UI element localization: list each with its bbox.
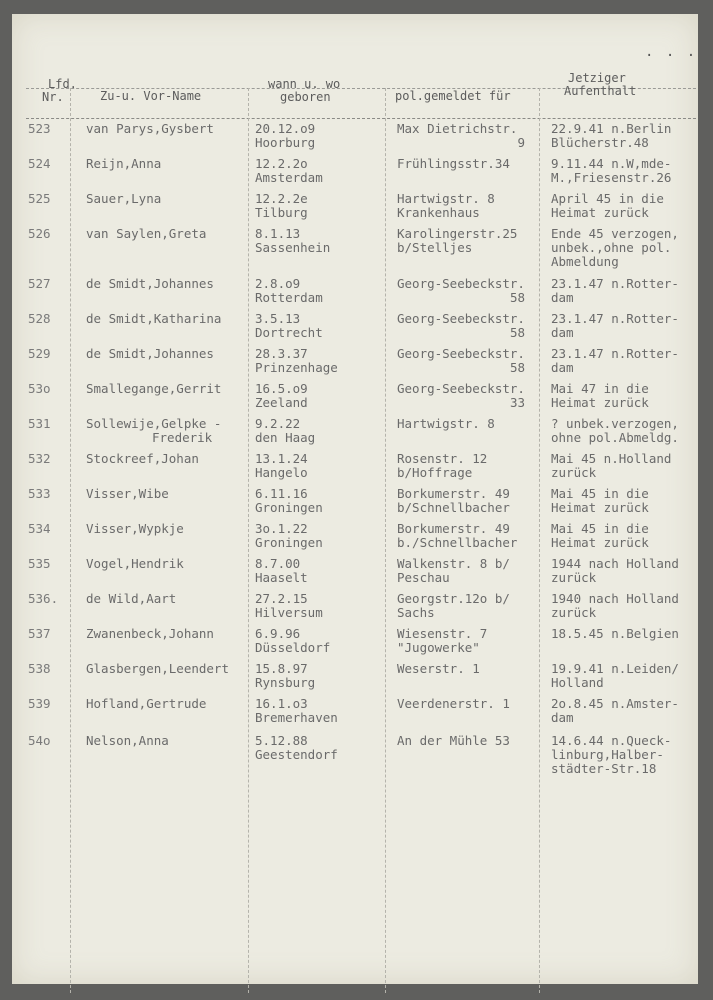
entry-birth: 20.12.o9 Hoorburg: [255, 121, 316, 150]
entry-whereabouts: Mai 45 in die Heimat zurück: [551, 486, 649, 515]
entry-birth: 3o.1.22 Groningen: [255, 521, 323, 550]
entry-name: Nelson,Anna: [86, 733, 169, 748]
entry-whereabouts: April 45 in die Heimat zurück: [551, 191, 664, 220]
entry-whereabouts: 23.1.47 n.Rotter- dam: [551, 311, 679, 340]
entry-birth: 12.2.2o Amsterdam: [255, 156, 323, 185]
entry-number: 532: [28, 451, 51, 466]
header-address: pol.gemeldet für: [395, 89, 511, 103]
entry-number: 536.: [28, 591, 59, 606]
entry-address: Georg-Seebeckstr. 58: [397, 276, 525, 305]
header-stay: Jetziger Aufenthalt: [564, 71, 637, 98]
entry-birth: 8.1.13 Sassenhein: [255, 226, 331, 255]
entry-name: Vogel,Hendrik: [86, 556, 184, 571]
entry-address: Borkumerstr. 49 b./Schnellbacher: [397, 521, 518, 550]
entry-name: Reijn,Anna: [86, 156, 162, 171]
entry-number: 523: [28, 121, 51, 136]
entry-name: Hofland,Gertrude: [86, 696, 207, 711]
entry-name: van Parys,Gysbert: [86, 121, 214, 136]
entry-address: An der Mühle 53: [397, 733, 510, 748]
entry-address: Walkenstr. 8 b/ Peschau: [397, 556, 510, 585]
column-divider-nr: [70, 88, 71, 993]
entry-name: Zwanenbeck,Johann: [86, 626, 214, 641]
entry-birth: 2.8.o9 Rotterdam: [255, 276, 323, 305]
entry-whereabouts: 14.6.44 n.Queck- linburg,Halber- städter-Str.18: [551, 733, 672, 776]
corner-mark: · · ·: [645, 48, 698, 64]
entry-birth: 15.8.97 Rynsburg: [255, 661, 316, 690]
entry-address: Georg-Seebeckstr. 58: [397, 346, 525, 375]
entry-address: Georgstr.12o b/ Sachs: [397, 591, 510, 620]
entry-address: Rosenstr. 12 b/Hoffrage: [397, 451, 488, 480]
entry-birth: 6.9.96 Düsseldorf: [255, 626, 331, 655]
entry-birth: 3.5.13 Dortrecht: [255, 311, 323, 340]
entry-birth: 12.2.2e Tilburg: [255, 191, 308, 220]
entry-number: 526: [28, 226, 51, 241]
entry-name: Visser,Wibe: [86, 486, 169, 501]
entry-whereabouts: 1940 nach Holland zurück: [551, 591, 679, 620]
entry-whereabouts: ? unbek.verzogen, ohne pol.Abmeldg.: [551, 416, 679, 445]
entry-name: Stockreef,Johan: [86, 451, 199, 466]
entry-number: 527: [28, 276, 51, 291]
entry-number: 529: [28, 346, 51, 361]
entry-address: Wiesenstr. 7 "Jugowerke": [397, 626, 488, 655]
entry-number: 533: [28, 486, 51, 501]
column-divider-name: [248, 88, 249, 993]
entry-birth: 9.2.22 den Haag: [255, 416, 316, 445]
entry-number: 525: [28, 191, 51, 206]
entry-address: Hartwigstr. 8: [397, 416, 495, 431]
entry-name: Sollewije,Gelpke - Frederik: [86, 416, 222, 445]
entry-address: Max Dietrichstr. 9: [397, 121, 525, 150]
entry-whereabouts: Ende 45 verzogen, unbek.,ohne pol. Abmeldung: [551, 226, 679, 269]
entry-number: 535: [28, 556, 51, 571]
entry-birth: 6.11.16 Groningen: [255, 486, 323, 515]
entry-address: Weserstr. 1: [397, 661, 480, 676]
entry-whereabouts: Mai 45 in die Heimat zurück: [551, 521, 649, 550]
entry-address: Georg-Seebeckstr. 58: [397, 311, 525, 340]
entry-birth: 13.1.24 Hangelo: [255, 451, 308, 480]
header-rule: [26, 118, 696, 119]
entry-address: Veerdenerstr. 1: [397, 696, 510, 711]
entry-number: 53o: [28, 381, 51, 396]
entry-number: 524: [28, 156, 51, 171]
entry-whereabouts: 19.9.41 n.Leiden/ Holland: [551, 661, 679, 690]
entry-number: 537: [28, 626, 51, 641]
entry-birth: 16.5.o9 Zeeland: [255, 381, 308, 410]
entry-name: Smallegange,Gerrit: [86, 381, 222, 396]
entry-name: de Smidt,Johannes: [86, 276, 214, 291]
entry-whereabouts: 23.1.47 n.Rotter- dam: [551, 276, 679, 305]
entry-number: 534: [28, 521, 51, 536]
entry-name: van Saylen,Greta: [86, 226, 207, 241]
entry-birth: 16.1.o3 Bremerhaven: [255, 696, 338, 725]
entry-whereabouts: 1944 nach Holland zurück: [551, 556, 679, 585]
entry-name: Visser,Wypkje: [86, 521, 184, 536]
header-name: Zu-u. Vor-Name: [100, 89, 202, 103]
entry-whereabouts: 18.5.45 n.Belgien: [551, 626, 679, 641]
entry-name: Sauer,Lyna: [86, 191, 162, 206]
entry-number: 531: [28, 416, 51, 431]
entry-address: Georg-Seebeckstr. 33: [397, 381, 525, 410]
entry-whereabouts: Mai 45 n.Holland zurück: [551, 451, 672, 480]
header-born: wann u. wo geboren: [268, 77, 341, 104]
entry-number: 539: [28, 696, 51, 711]
entry-whereabouts: 23.1.47 n.Rotter- dam: [551, 346, 679, 375]
entry-address: Hartwigstr. 8 Krankenhaus: [397, 191, 495, 220]
entry-name: de Smidt,Katharina: [86, 311, 222, 326]
entry-birth: 27.2.15 Hilversum: [255, 591, 323, 620]
entry-name: de Smidt,Johannes: [86, 346, 214, 361]
entry-name: Glasbergen,Leendert: [86, 661, 229, 676]
entry-address: Borkumerstr. 49 b/Schnellbacher: [397, 486, 510, 515]
entry-whereabouts: 2o.8.45 n.Amster- dam: [551, 696, 679, 725]
entry-name: de Wild,Aart: [86, 591, 177, 606]
entry-number: 54o: [28, 733, 51, 748]
entry-address: Karolingerstr.25 b/Stelljes: [397, 226, 518, 255]
entry-whereabouts: 22.9.41 n.Berlin Blücherstr.48: [551, 121, 672, 150]
column-divider-born: [385, 88, 386, 993]
entry-birth: 28.3.37 Prinzenhage: [255, 346, 338, 375]
entry-number: 538: [28, 661, 51, 676]
entry-whereabouts: 9.11.44 n.W,mde- M.,Friesenstr.26: [551, 156, 672, 185]
entry-birth: 8.7.00 Haaselt: [255, 556, 308, 585]
entry-number: 528: [28, 311, 51, 326]
entry-whereabouts: Mai 47 in die Heimat zurück: [551, 381, 649, 410]
header-nr: Lfd. Nr.: [42, 77, 77, 104]
entry-birth: 5.12.88 Geestendorf: [255, 733, 338, 762]
entry-address: Frühlingsstr.34: [397, 156, 510, 171]
